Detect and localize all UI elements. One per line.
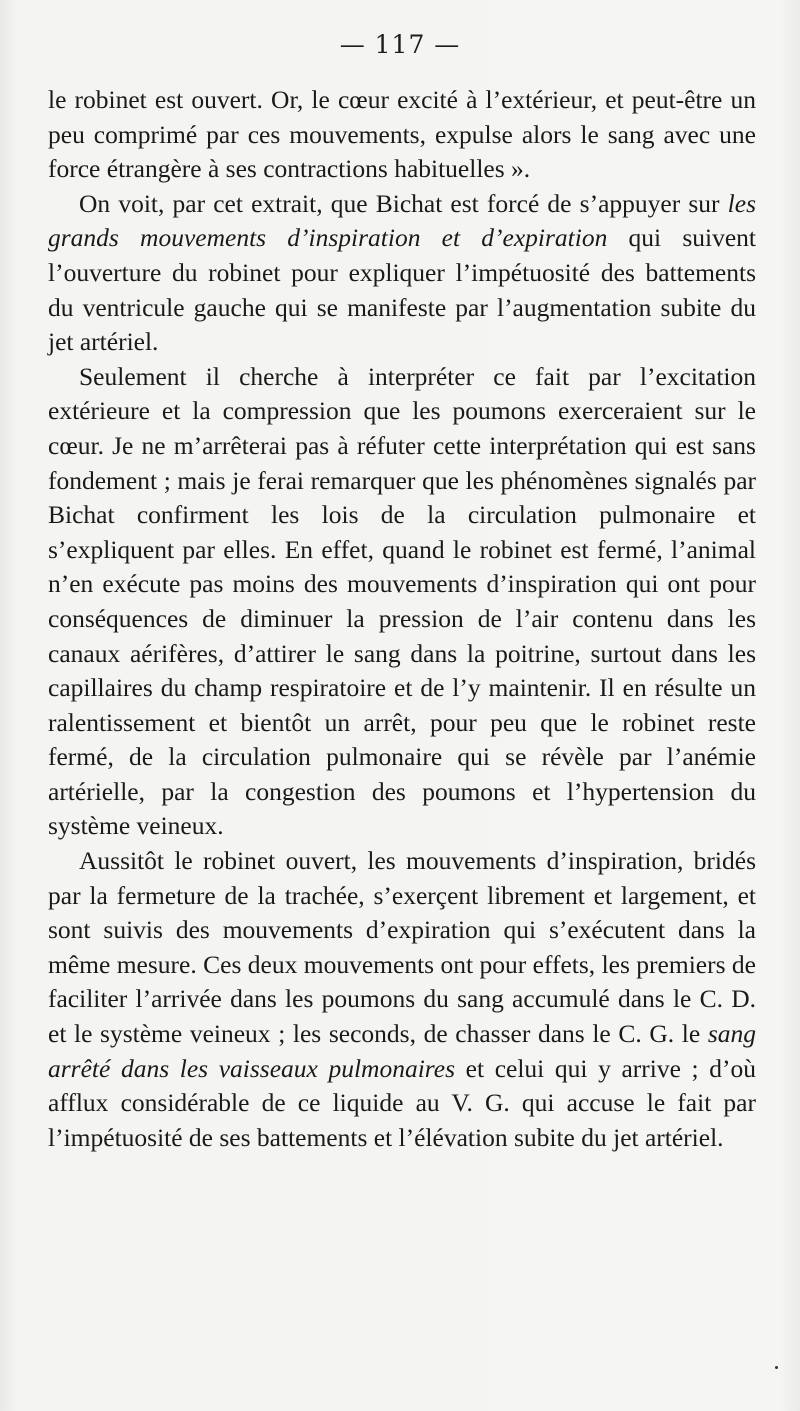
text-run: Aussitôt le robinet ouvert, les mouvements d’inspiration, bridés par la fermeture de la trachée, s’exerçent librement et largement, et sont suivis des mouvements d’expiration qui s’exécutent dans la même mesure. Ces deux mouvements ont pour effets, les premiers de faciliter l’arrivée dans les poumons du sang accumulé dans le C. D. et le système veineux ; les seconds, de chasser dans le C. G. le (48, 846, 756, 1049)
paragraph (48, 83, 756, 187)
text-run: Seulement il cherche à interpréter ce fait par l’excitation extérieure et la compression que les poumons exerceraient sur le cœur. Je ne m’arrêterai pas à réfuter cette interprétation qui est sans fondement ; mais je ferai remarquer que les phénomènes signalés par Bichat confirment les lois de la circulation pulmonaire et s’expliquent par elles. En effet, quand le robinet est fermé, l’animal n’en exécute pas moins des mouvements d’inspiration qui ont pour conséquences de diminuer la pression de l’air contenu dans les canaux aérifères, d’attirer le sang dans la poitrine, surtout dans les capillaires du champ respiratoire et de l’y maintenir. Il en résulte un ralentissement et bientôt un arrêt, pour peu que le robinet reste fermé, de la circulation pulmonaire qui se révèle par l’anémie artérielle, par la congestion des poumons et l’hypertension du système veineux. (48, 361, 756, 841)
text-run: le robinet est ouvert. Or, le cœur excité à l’extérieur, et peut-être un peu comprimé par ces mouvements, expulse alors le sang avec une force étrangère à ses contractions habituelles ». (48, 85, 756, 184)
body-text (48, 83, 756, 1155)
paragraph (48, 844, 756, 1155)
page-number: — 117 — (339, 30, 461, 59)
paragraph (48, 360, 756, 844)
ink-speck (775, 1366, 778, 1369)
text-run: On voit, par cet extrait, que Bichat est forcé de s’appuyer sur (79, 188, 728, 218)
italic-run: sang arrêté dans les vaisseaux pulmonaires (48, 1019, 756, 1083)
text-run: qui suivent l’ouverture du robinet pour expliquer l’impétuosité des battements du ventricule gauche qui se manifeste par l’augmentation subite du jet artériel. (48, 223, 756, 357)
italic-run: les grands mouvements d’inspiration et d’expiration (48, 188, 756, 253)
paragraph (48, 187, 756, 360)
text-run: et celui qui y arrive ; d’où afflux considérable de ce liquide au V. G. qui accuse le fait par l’impétuosité de ses battements et l’élévation subite du jet artériel. (48, 1053, 757, 1152)
